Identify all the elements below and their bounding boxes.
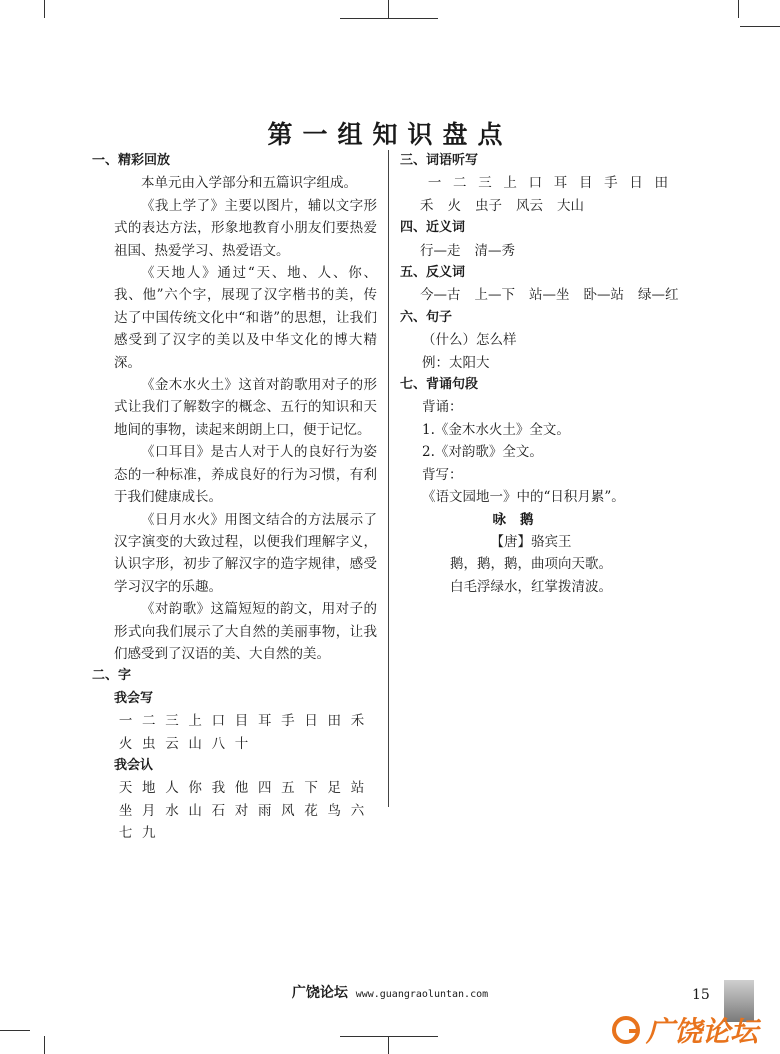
char-item: 三 [478,175,492,192]
char-item: 目 [578,175,593,192]
word-item: 风云 [516,197,543,214]
char-item: 天 [118,780,133,797]
char-item: 二 [142,713,156,730]
section-heading: 四、近义词 [400,220,466,236]
word-pair: 站—坐 [529,287,570,304]
char-item: 四 [257,780,272,797]
word-item: 禾 [420,197,434,214]
char-item: 雨 [257,802,272,819]
crop-mark [740,26,780,27]
char-item: 六 [350,802,365,819]
char-item: 一 [118,713,133,730]
word-pair: 绿—红 [638,287,679,304]
word-pair: 行—走 [420,242,461,259]
crop-mark [340,18,438,19]
recite-label: 背诵： [422,399,463,416]
char-item: 人 [165,780,179,797]
char-item: 风 [281,802,295,819]
char-item: 坐 [118,802,133,819]
char-item: 日 [629,175,643,192]
char-item: 下 [304,780,318,797]
char-item: 花 [304,802,318,819]
section-heading: 三、词语听写 [400,153,479,168]
char-item: 对 [234,802,249,819]
char-item: 火 [118,735,133,752]
char-item: 二 [453,175,467,192]
char-item: 田 [327,713,342,730]
crop-mark [388,0,389,18]
char-item: 山 [188,802,202,819]
write-label: 背写： [422,466,463,483]
page-number: 15 [692,987,710,1003]
char-item: 手 [604,175,618,192]
footer-brand: 广饶论坛 [291,985,348,1001]
paragraph: 本单元由入学部分和五篇识字组成。 [141,175,357,192]
char-item: 虫 [142,735,156,752]
subsection-label: 我会写 [114,690,154,706]
crop-mark [738,0,739,18]
char-item: 十 [234,735,249,752]
char-item: 我 [211,780,226,797]
section-heading: 六、句子 [400,309,453,325]
footer [0,982,780,1002]
logo-text: 广饶论坛 [646,1015,759,1048]
footer-url[interactable]: www.guangraoluntan.com [355,989,489,1000]
poem-line: 白毛浮绿水，红掌拨清波。 [450,578,612,595]
poem-line: 鹅，鹅，鹅，曲项向天歌。 [450,556,612,573]
char-item: 水 [165,802,179,819]
char-item: 田 [654,175,669,192]
word-item: 火 [447,197,461,214]
char-item: 上 [188,713,202,730]
paragraph: 《我上学了》主要以图片，辅以文字形式的表达方法，形象地教育小朋友们要热爱祖国、热爱学习、热爱语文。 [114,197,377,259]
char-item: 一 [427,175,442,192]
crop-mark [388,1036,389,1054]
crop-mark [0,1030,30,1031]
sentence-line: 例：太阳大 [422,354,490,371]
word-list [400,195,700,217]
sentence-line: （什么）怎么样 [422,332,517,349]
char-grid [400,172,700,194]
logo-icon [612,1016,640,1044]
char-item: 三 [165,713,179,730]
char-item: 日 [304,713,318,730]
char-item: 站 [350,780,365,797]
char-item: 上 [503,175,517,192]
poem-title: 咏鹅 [492,511,548,528]
char-item: 禾 [350,713,365,730]
char-item: 他 [234,780,249,797]
paragraph: 《对韵歌》这篇短短的韵文，用对子的形式向我们展示了大自然的美丽事物，让我们感受到了汉语的美、大自然的美。 [114,601,377,662]
paragraph: 《天地人》通过“天、地、人、你、我、他”六个字，展现了汉字楷书的美，传达了中国传统文化中“和谐”的思想，让我们感受到了汉字的美以及中华文化的博大精深。 [114,265,377,371]
char-item: 地 [142,780,156,797]
watermark-logo [612,1010,758,1050]
char-item: 石 [211,802,226,819]
section-heading: 七、背诵句段 [400,377,479,393]
column-divider [388,150,389,807]
crop-mark [44,1036,45,1054]
word-pair: 清—秀 [474,242,515,259]
char-item: 耳 [257,713,272,730]
char-grid [92,777,377,844]
word-item: 虫子 [475,197,502,214]
char-item: 山 [188,735,202,752]
char-item: 手 [281,713,295,730]
recite-item: 1.《金木水火土》全文。 [422,421,570,438]
word-list [400,240,700,262]
section-heading: 二、字 [92,668,132,684]
right-column [400,150,700,598]
word-item: 大山 [557,197,584,214]
write-item: 《语文园地一》中的“日积月累”。 [422,489,625,506]
section-heading: 一、精彩回放 [92,153,171,168]
paragraph: 《金木水火土》这首对韵歌用对子的形式让我们了解数字的概念、五行的知识和天地间的事物，读起来朗朗上口，便于记忆。 [114,377,377,438]
char-item: 九 [142,825,156,842]
char-item: 足 [327,780,342,797]
char-item: 耳 [553,175,568,192]
char-item: 月 [142,802,156,819]
section-heading: 五、反义词 [400,265,466,281]
char-item: 八 [211,735,226,752]
char-item: 口 [528,175,543,192]
char-item: 七 [118,825,133,842]
char-item: 口 [211,713,226,730]
left-column [92,150,377,845]
paragraph: 《口耳目》是古人对于人的良好行为姿态的一种标准，养成良好的行为习惯，有利于我们健康成长。 [114,444,377,506]
word-pair: 卧—站 [583,287,624,304]
char-grid [92,710,377,755]
crop-mark [44,0,45,18]
poem-author: 【唐】骆宾王 [490,533,572,550]
char-item: 目 [234,713,249,730]
crop-mark [340,1036,438,1037]
char-item: 云 [165,735,179,752]
word-pair: 今—古 [420,287,461,304]
word-list [400,284,700,306]
char-item: 你 [188,780,202,797]
char-item: 五 [281,780,295,797]
char-item: 鸟 [327,802,342,819]
word-pair: 上—下 [474,287,515,304]
paragraph: 《日月水火》用图文结合的方法展示了汉字演变的大致过程，以便我们理解字义，认识字形，初步了解汉字的造字规律，感受学习汉字的乐趣。 [114,511,377,595]
recite-item: 2.《对韵歌》全文。 [422,444,543,461]
page-title: 第一组知识盘点 [267,119,513,149]
subsection-label: 我会认 [114,757,154,773]
